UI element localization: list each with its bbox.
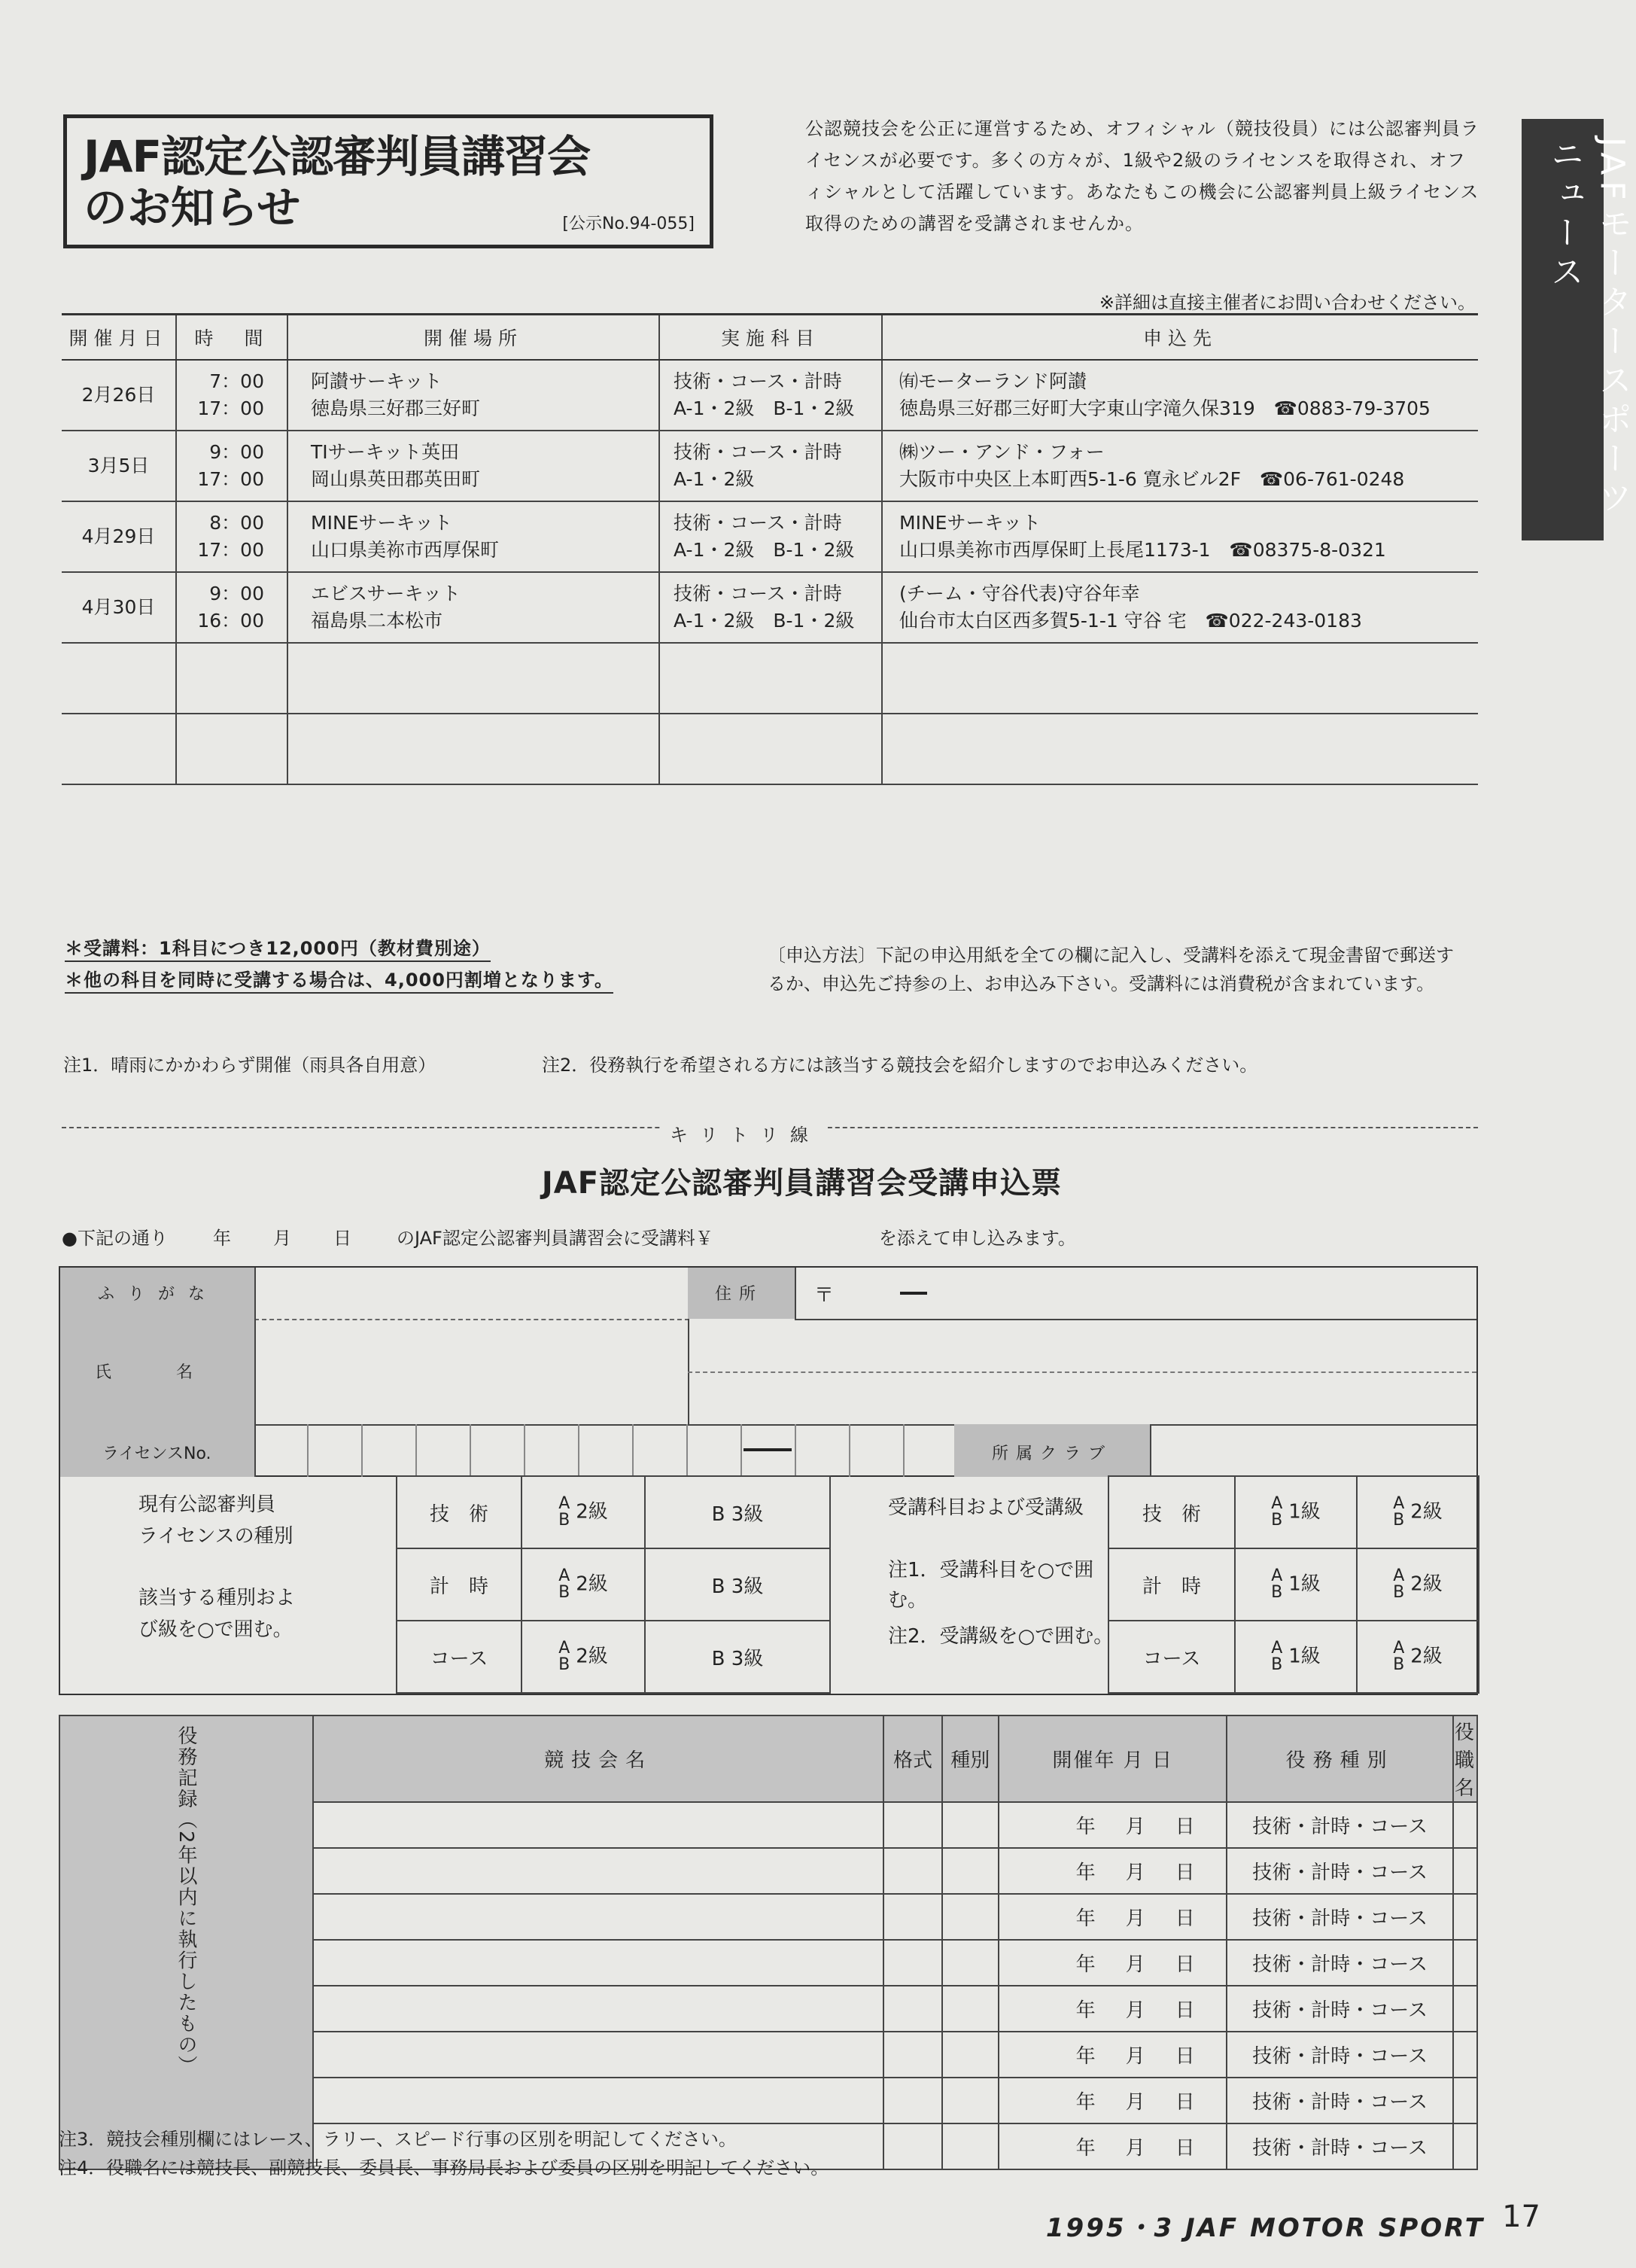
applicant-info-form (59, 1266, 1478, 1477)
date-year: 年 (1075, 1862, 1096, 1884)
date-day: 日 (1175, 1862, 1195, 1884)
date-field[interactable] (999, 2078, 1227, 2123)
grade-label: 2級 (1410, 1572, 1443, 1596)
time-end: 17：00 (197, 468, 264, 490)
grade-label: 2級 (576, 1572, 608, 1596)
time-start: 8：00 (209, 512, 264, 534)
grades: A-1・2級 B-1・2級 (674, 539, 855, 561)
duty-header-row (59, 1715, 1477, 1802)
duty-record-side-text: 役務記録（2年以内に執行したもの） (175, 1725, 197, 2077)
duty-field[interactable]: 技術・計時・コース (1227, 1848, 1453, 1894)
date-field[interactable] (999, 1848, 1227, 1894)
license-dash (743, 1448, 792, 1451)
venue-address: 岡山県英田郡英田町 (311, 468, 481, 490)
grade-label: 1級 (1288, 1500, 1321, 1524)
grade-label: 2級 (1410, 1645, 1443, 1668)
address-label-cell (688, 1268, 796, 1319)
date-cell: 2月26日 (62, 360, 176, 431)
grades: A-1・2級 B-1・2級 (674, 610, 855, 632)
current-license-grid (396, 1475, 831, 1694)
name-field[interactable] (254, 1319, 689, 1426)
col-format: 格式 (883, 1715, 941, 1802)
date-year: 年 (1075, 2091, 1096, 2114)
col-subject: 実施科目 (659, 315, 882, 361)
empty-cell (882, 643, 1478, 714)
col-duty-type: 役務種別 (1227, 1715, 1453, 1802)
format-field[interactable] (883, 2078, 941, 2123)
format-field[interactable] (883, 1986, 941, 2032)
club-label-cell (954, 1424, 1151, 1477)
fee-text-2: ＊他の科目を同時に受講する場合は、4,000円割増となります。 (65, 970, 613, 994)
date-field[interactable] (999, 1986, 1227, 2032)
venue: TIサーキット英田 (311, 441, 460, 463)
date-day: 日 (1175, 2091, 1195, 2114)
date-month: 月 (1125, 2091, 1145, 2114)
current-license-note (138, 1582, 295, 1645)
application-method (768, 941, 1467, 998)
course-grade-b3[interactable]: B 3級 (645, 1621, 830, 1693)
course-selection-note-1: 注1．受講科目を○で囲む。 (888, 1559, 1094, 1612)
time-end: 16：00 (197, 610, 264, 632)
duty-record-side-label (59, 1715, 313, 2169)
course-label: コース (397, 1621, 522, 1693)
time-end: 17：00 (197, 539, 264, 561)
furigana-field[interactable] (254, 1268, 689, 1320)
grade-label: 1級 (1288, 1572, 1321, 1596)
type-field[interactable] (942, 1848, 999, 1894)
applicant-cell (882, 360, 1478, 431)
date-day: 日 (1175, 2045, 1195, 2068)
a-letter: A (1271, 1566, 1283, 1585)
a-letter: A (558, 1639, 570, 1658)
fee-line-1 (65, 933, 491, 960)
course-selection-note-2: 注2．受講級を○で囲む。 (888, 1625, 1114, 1648)
type-field[interactable] (942, 1802, 999, 1848)
subjects: 技術・コース・計時 (674, 583, 842, 604)
a-letter: A (1271, 1494, 1283, 1513)
applicant-name: (チーム・守谷代表)守谷年幸 (899, 583, 1140, 604)
applicant-cell (882, 572, 1478, 643)
ab-mark (1271, 1640, 1282, 1673)
timing-label: 計 時 (1108, 1548, 1235, 1621)
empty-cell (659, 714, 882, 784)
date-field[interactable] (999, 2032, 1227, 2078)
position-field[interactable] (1453, 1894, 1477, 1940)
b-letter: B (558, 1655, 570, 1674)
b-letter: B (1393, 1583, 1405, 1602)
table-row (62, 501, 1478, 572)
subjects: 技術・コース・計時 (674, 441, 842, 463)
b-letter: B (558, 1511, 570, 1530)
date-cell: 4月30日 (62, 572, 176, 643)
a-letter: A (1393, 1494, 1405, 1513)
time-end: 17：00 (197, 397, 264, 419)
date-year: 年 (1075, 2137, 1096, 2160)
club-field[interactable] (1150, 1424, 1476, 1477)
tech-label: 技 術 (1108, 1476, 1235, 1548)
tech-grade-2[interactable] (1357, 1476, 1479, 1548)
empty-cell (287, 643, 659, 714)
format-field[interactable] (883, 2032, 941, 2078)
date-day: 日 (1175, 1999, 1195, 2022)
current-license-title (138, 1489, 293, 1552)
date-cell: 3月5日 (62, 431, 176, 501)
duty-field[interactable]: 技術・計時・コース (1227, 2123, 1453, 2169)
date-year: 年 (1075, 1999, 1096, 2022)
furigana-label: ふりがな (98, 1285, 219, 1304)
a-letter: A (1393, 1566, 1405, 1585)
grade-label: 1級 (1288, 1645, 1321, 1668)
format-field[interactable] (883, 2123, 941, 2169)
subjects: 技術・コース・計時 (674, 512, 842, 534)
place-cell (287, 360, 659, 431)
empty-cell (62, 714, 176, 784)
date-day: 日 (1175, 1953, 1195, 1976)
table-row-empty (62, 714, 1478, 784)
date-day: 日 (1175, 1907, 1195, 1930)
note-3: 注3．競技会種別欄にはレース、ラリー、スピード行事の区別を明記してください。 (59, 2129, 737, 2150)
course-grade-2[interactable] (1357, 1621, 1479, 1693)
ab-mark (558, 1568, 570, 1601)
empty-cell (62, 643, 176, 714)
license-label-cell (60, 1424, 256, 1477)
club-label: 所属クラブ (992, 1445, 1113, 1463)
subject-cell (659, 431, 882, 501)
type-field[interactable] (942, 2078, 999, 2123)
tech-label: 技 術 (397, 1476, 522, 1548)
address-field-line2[interactable] (688, 1371, 1476, 1426)
apply-statement (62, 1223, 1076, 1250)
notice-title-box (63, 114, 713, 248)
venue-address: 山口県美祢市西厚保町 (311, 539, 500, 561)
table-row (62, 572, 1478, 643)
postal-mark: 〒 (814, 1284, 835, 1307)
form-title: JAF認定公認審判員講習会受講申込票 (541, 1166, 1063, 1201)
timing-grade-1[interactable] (1235, 1548, 1357, 1621)
timing-grade-b3[interactable]: B 3級 (645, 1548, 830, 1621)
postal-field[interactable] (795, 1268, 1476, 1320)
apply-year: 年 (212, 1228, 231, 1249)
position-field[interactable] (1453, 2032, 1477, 2078)
type-field[interactable] (942, 2123, 999, 2169)
table-row (62, 431, 1478, 501)
tech-grade-a[interactable] (522, 1476, 645, 1548)
note-1: 注1．晴雨にかかわらず開催（雨具各自用意） (63, 1055, 436, 1076)
applicant-address: 仙台市太白区西多賀5-1-1 守谷 宅 ☎022-243-0183 (899, 610, 1362, 632)
name-label: 氏 名 (95, 1363, 204, 1382)
empty-cell (882, 714, 1478, 784)
subjects: 技術・コース・計時 (674, 370, 842, 392)
venue: 阿讃サーキット (311, 370, 442, 392)
table-row (62, 360, 1478, 431)
notice-title-line2: のお知らせ (84, 182, 301, 233)
table-row-empty (62, 643, 1478, 714)
applicant-name: ㈲モーターランド阿讃 (899, 370, 1087, 392)
intro-paragraph: 公認競技会を公正に運営するため、オフィシャル（競技役員）には公認審判員ライセンスが必要です。多くの方々が、1級や2級のライセンスを取得され、オフィシャルとして活躍しています。あなたもこの機会に公認審判員上級ライセンス取得のための講習を受講されませんか。 (805, 118, 1479, 234)
event-name-field[interactable] (313, 2032, 883, 2078)
col-place: 開催場所 (287, 315, 659, 361)
time-cell (176, 431, 287, 501)
grades: A-1・2級 B-1・2級 (674, 397, 855, 419)
format-field[interactable] (883, 1848, 941, 1894)
duty-field[interactable]: 技術・計時・コース (1227, 1894, 1453, 1940)
ab-mark (1393, 1568, 1404, 1601)
a-letter: A (558, 1494, 570, 1513)
position-field[interactable] (1453, 2123, 1477, 2169)
tech-grade-1[interactable] (1235, 1476, 1357, 1548)
duty-field[interactable]: 技術・計時・コース (1227, 1986, 1453, 2032)
current-license-title-1: 現有公認審判員 (138, 1493, 276, 1516)
subject-cell (659, 572, 882, 643)
date-cell: 4月29日 (62, 501, 176, 572)
course-grade-1[interactable] (1235, 1621, 1357, 1693)
license-number-field[interactable] (254, 1424, 956, 1477)
date-field[interactable] (999, 1940, 1227, 1986)
event-name-field[interactable] (313, 1986, 883, 2032)
course-selection-title: 受講科目および受講級 (888, 1496, 1084, 1519)
a-letter: A (1393, 1639, 1405, 1658)
time-cell (176, 501, 287, 572)
course-label: コース (1108, 1621, 1235, 1693)
applicant-address: 山口県美祢市西厚保町上長尾1173-1 ☎08375-8-0321 (899, 539, 1386, 561)
date-day: 日 (1175, 2137, 1195, 2160)
subject-cell (659, 360, 882, 431)
course-grade-a[interactable] (522, 1621, 645, 1693)
type-field[interactable] (942, 1894, 999, 1940)
format-field[interactable] (883, 1894, 941, 1940)
timing-grade-a[interactable] (522, 1548, 645, 1621)
method-label: 〔申込方法〕 (768, 945, 876, 966)
duty-field[interactable]: 技術・計時・コース (1227, 2078, 1453, 2123)
date-month: 月 (1125, 2137, 1145, 2160)
method-text: 下記の申込用紙を全ての欄に記入し、受講料を添えて現金書留で郵送するか、申込先ご持参の上、お申込み下さい。受講料には消費税が含まれています。 (768, 945, 1454, 994)
venue-address: 福島県二本松市 (311, 610, 443, 632)
b-letter: B (1271, 1511, 1283, 1530)
side-tab-label: JAFモータースポーツニュース (1545, 137, 1631, 519)
col-time: 時 間 (176, 315, 287, 361)
date-month: 月 (1125, 1862, 1145, 1884)
apply-month: 月 (272, 1228, 291, 1249)
a-letter: A (558, 1566, 570, 1585)
current-license-note-1: 該当する種別およ (138, 1587, 296, 1609)
position-field[interactable] (1453, 1802, 1477, 1848)
format-field[interactable] (883, 1802, 941, 1848)
empty-cell (176, 643, 287, 714)
b-letter: B (1271, 1655, 1283, 1674)
schedule-header-row (62, 315, 1478, 361)
duty-field[interactable]: 技術・計時・コース (1227, 2032, 1453, 2078)
date-year: 年 (1075, 1953, 1096, 1976)
grade-label: 2級 (576, 1645, 608, 1668)
date-field[interactable] (999, 2123, 1227, 2169)
address-label: 住所 (715, 1285, 764, 1304)
duty-field[interactable]: 技術・計時・コース (1227, 1802, 1453, 1848)
date-field[interactable] (999, 1802, 1227, 1848)
format-field[interactable] (883, 1940, 941, 1986)
venue: エビスサーキット (311, 583, 461, 604)
fee-line-2 (65, 965, 613, 991)
license-label: ライセンスNo. (102, 1445, 211, 1463)
time-cell (176, 360, 287, 431)
position-field[interactable] (1453, 2078, 1477, 2123)
applicant-name: MINEサーキット (899, 512, 1041, 534)
date-month: 月 (1125, 1816, 1145, 1838)
time-start: 9：00 (209, 441, 264, 463)
event-name-field[interactable] (313, 1802, 883, 1848)
b-letter: B (1393, 1655, 1405, 1674)
a-letter: A (1271, 1639, 1283, 1658)
col-event-name: 競技会名 (313, 1715, 883, 1802)
ab-mark (558, 1640, 570, 1673)
date-year: 年 (1075, 1816, 1096, 1838)
grade-label: 2級 (1410, 1500, 1443, 1524)
col-event-date: 開催年 月 日 (999, 1715, 1227, 1802)
applicant-address: 大阪市中央区上本町西5-1-6 寛永ビル2F ☎06-761-0248 (899, 468, 1405, 490)
ab-mark (558, 1496, 570, 1529)
col-date: 開催月日 (62, 315, 176, 361)
current-license-note-2: び級を○で囲む。 (138, 1618, 293, 1641)
furigana-label-cell (60, 1268, 256, 1320)
position-field[interactable] (1453, 1940, 1477, 1986)
b-letter: B (558, 1583, 570, 1602)
col-type: 種別 (942, 1715, 999, 1802)
apply-lead: ●下記の通り (62, 1228, 168, 1249)
place-cell (287, 501, 659, 572)
duty-record-table (59, 1715, 1478, 2170)
schedule-table (62, 313, 1478, 785)
date-day: 日 (1175, 1816, 1195, 1838)
event-name-field[interactable] (313, 2078, 883, 2123)
time-start: 9：00 (209, 583, 264, 604)
applicant-address: 徳島県三好郡三好町大字東山字滝久保319 ☎0883-79-3705 (899, 397, 1431, 419)
duty-field[interactable]: 技術・計時・コース (1227, 1940, 1453, 1986)
place-cell (287, 572, 659, 643)
empty-cell (287, 714, 659, 784)
applicant-cell (882, 501, 1478, 572)
date-year: 年 (1075, 1907, 1096, 1930)
type-field[interactable] (942, 1940, 999, 1986)
note-2: 注2．役務執行を希望される方には該当する競技会を紹介しますのでお申込みください。 (542, 1055, 1258, 1076)
time-start: 7：00 (209, 370, 264, 392)
course-selection-grid (1108, 1475, 1479, 1694)
position-field[interactable] (1453, 1986, 1477, 2032)
empty-cell (659, 643, 882, 714)
empty-cell (176, 714, 287, 784)
position-field[interactable] (1453, 1848, 1477, 1894)
timing-label: 計 時 (397, 1548, 522, 1621)
license-section (59, 1477, 1478, 1695)
event-name-field[interactable] (313, 1940, 883, 1986)
grades: A-1・2級 (674, 468, 755, 490)
time-cell (176, 572, 287, 643)
venue: MINEサーキット (311, 512, 452, 534)
ab-mark (1393, 1640, 1404, 1673)
apply-tail: を添えて申し込みます。 (878, 1228, 1076, 1249)
subject-cell (659, 501, 882, 572)
date-year: 年 (1075, 2045, 1096, 2068)
fee-text-1: ＊受講料：1科目につき12,000円（教材費別途） (65, 938, 491, 962)
date-field[interactable] (999, 1894, 1227, 1940)
notice-title-line1: JAF認定公認審判員講習会 (84, 131, 591, 182)
type-field[interactable] (942, 2032, 999, 2078)
grade-label: 2級 (576, 1500, 608, 1524)
detail-note: ※詳細は直接主催者にお問い合わせください。 (1099, 292, 1476, 313)
applicant-cell (882, 431, 1478, 501)
venue-address: 徳島県三好郡三好町 (311, 397, 481, 419)
ab-mark (1271, 1496, 1282, 1529)
type-field[interactable] (942, 1986, 999, 2032)
date-month: 月 (1125, 1953, 1145, 1976)
date-month: 月 (1125, 1907, 1145, 1930)
note-4: 注4．役職名には競技長、副競技長、委員長、事務局長および委員の区別を明記してください。 (59, 2157, 829, 2178)
name-label-cell (60, 1319, 256, 1426)
col-applicant: 申込先 (882, 315, 1478, 361)
cut-line-label: キリトリ線 (662, 1120, 828, 1146)
current-license-title-2: ライセンスの種別 (138, 1525, 293, 1548)
section-side-tab (1522, 119, 1631, 540)
b-letter: B (1393, 1511, 1405, 1530)
tech-grade-b3[interactable]: B 3級 (645, 1476, 830, 1548)
date-month: 月 (1125, 1999, 1145, 2022)
event-name-field[interactable] (313, 1848, 883, 1894)
address-field-line1[interactable] (688, 1319, 1476, 1373)
event-name-field[interactable] (313, 1894, 883, 1940)
ab-mark (1393, 1496, 1404, 1529)
apply-fee-text: のJAF認定公認審判員講習会に受講料￥ (396, 1228, 713, 1249)
notice-number: [公示No.94-055] (562, 215, 695, 233)
b-letter: B (1271, 1583, 1283, 1602)
date-month: 月 (1125, 2045, 1145, 2068)
applicant-name: ㈱ツー・アンド・フォー (899, 441, 1105, 463)
page-number: 17 (1502, 2200, 1540, 2234)
timing-grade-2[interactable] (1357, 1548, 1479, 1621)
apply-day: 日 (333, 1228, 351, 1249)
magazine-footer: 1995・3 JAF MOTOR SPORT (1045, 2213, 1485, 2243)
place-cell (287, 431, 659, 501)
postal-dash (900, 1292, 927, 1295)
col-position: 役職名 (1453, 1715, 1477, 1802)
ab-mark (1271, 1568, 1282, 1601)
